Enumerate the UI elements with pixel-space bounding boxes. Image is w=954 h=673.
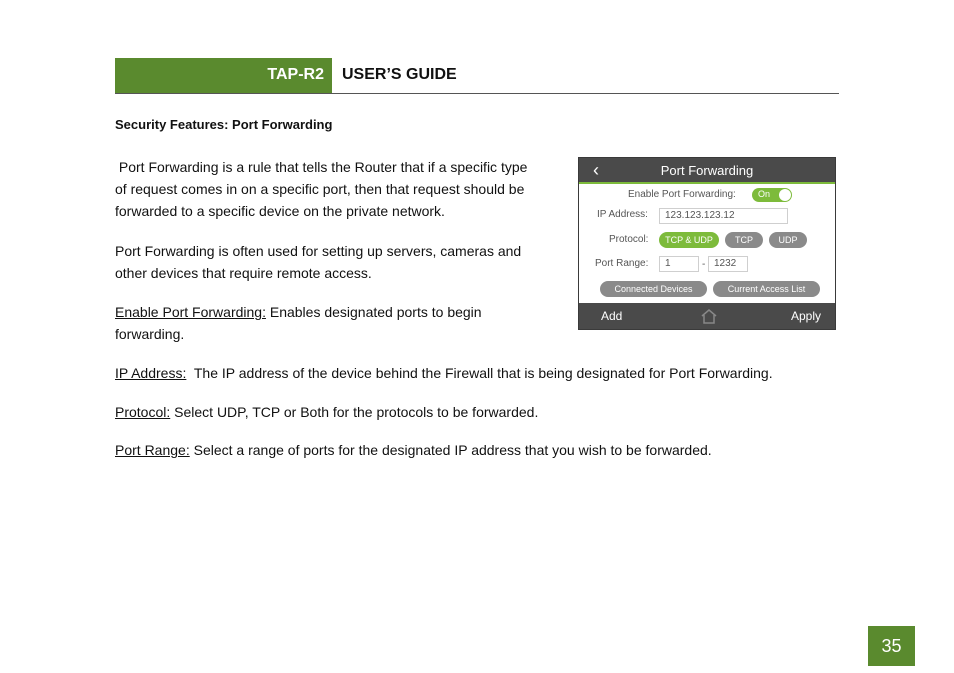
header-divider: [115, 93, 839, 94]
enable-toggle[interactable]: [752, 188, 792, 202]
protocol-udp-button[interactable]: UDP: [769, 232, 807, 248]
usage-line: Port Forwarding is often used for setting up servers, cameras and: [115, 243, 522, 259]
intro-line: forwarded to a specific device on the private network.: [115, 203, 445, 219]
enable-line-2: forwarding.: [115, 326, 185, 342]
access-list-button[interactable]: Current Access List: [713, 281, 820, 297]
usage-line: other devices that require remote access.: [115, 265, 372, 281]
enable-label: Enable Port Forwarding:: [628, 189, 736, 200]
intro-paragraph: [115, 156, 527, 222]
page-number: 35: [868, 626, 915, 666]
range-start-input[interactable]: 1: [659, 256, 699, 272]
home-icon[interactable]: [700, 308, 718, 324]
enable-text: Enables designated ports to begin: [265, 304, 482, 320]
usage-paragraph: [115, 240, 521, 284]
apply-button[interactable]: Apply: [791, 309, 822, 323]
range-text: Select a range of ports for the designated IP address that you wish to be forwarded.: [189, 442, 712, 458]
range-term: Port Range:: [115, 442, 190, 458]
protocol-label: Protocol:: [609, 234, 649, 245]
section-title: Security Features: Port Forwarding: [115, 117, 333, 132]
protocol-tcp-button[interactable]: TCP: [725, 232, 763, 248]
ip-description: [115, 362, 773, 384]
protocol-tcp-udp-button[interactable]: TCP & UDP: [659, 232, 719, 248]
intro-line: of request comes in on a specific port, then that request should be: [115, 181, 525, 197]
protocol-description: [115, 401, 538, 423]
device-screenshot: [578, 157, 836, 330]
connected-devices-button[interactable]: Connected Devices: [600, 281, 707, 297]
guide-title: USER’S GUIDE: [342, 66, 457, 83]
intro-line: Port Forwarding is a rule that tells the Router that if a specific type: [115, 159, 528, 175]
enable-line: [115, 301, 482, 323]
product-name: TAP-R2: [267, 66, 324, 83]
protocol-text: Select UDP, TCP or Both for the protocols to be forwarded.: [170, 404, 539, 420]
range-separator: -: [702, 259, 706, 270]
device-titlebar: [579, 158, 835, 182]
device-bottom-bar: [579, 303, 835, 330]
chevron-left-icon[interactable]: ‹: [593, 160, 599, 180]
titlebar-accent: [579, 182, 835, 184]
ip-term: IP Address:: [115, 365, 187, 381]
ip-text: The IP address of the device behind the Firewall that is being designated for Port Forwarding.: [186, 365, 773, 381]
range-description: [115, 439, 712, 461]
enable-description: [115, 301, 482, 345]
header-product-bar: [115, 58, 332, 93]
ip-address-input[interactable]: 123.123.123.12: [659, 208, 788, 224]
toggle-knob: [779, 189, 791, 201]
add-button[interactable]: Add: [601, 309, 623, 323]
device-title: Port Forwarding: [660, 163, 754, 178]
range-label: Port Range:: [595, 258, 649, 269]
enable-term: Enable Port Forwarding:: [115, 304, 266, 320]
ip-label: IP Address:: [597, 209, 648, 220]
protocol-term: Protocol:: [115, 404, 171, 420]
toggle-state: On: [758, 189, 771, 199]
range-end-input[interactable]: 1232: [708, 256, 748, 272]
